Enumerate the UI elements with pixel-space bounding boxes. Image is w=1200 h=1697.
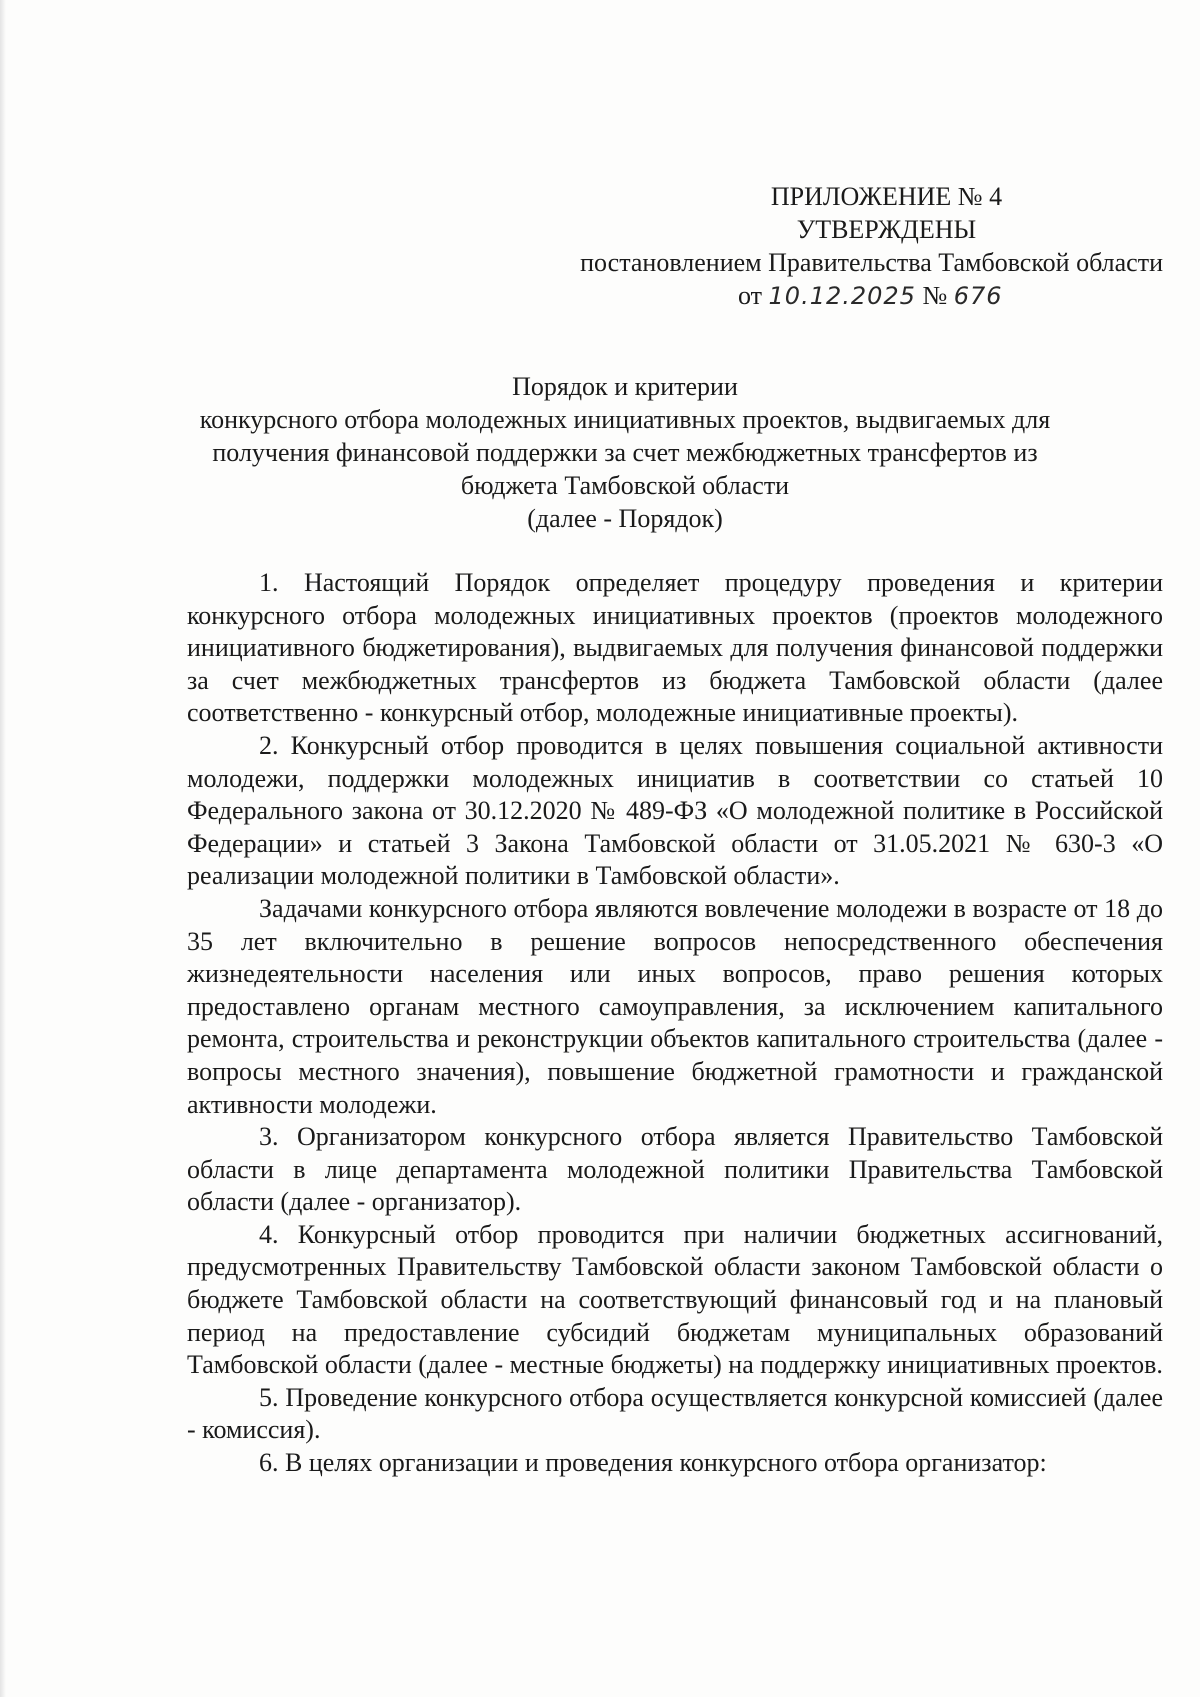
- approval-stamp-block: [520, 180, 1163, 313]
- approved-label: УТВЕРЖДЕНЫ: [796, 215, 977, 244]
- handwritten-date: 10.12.2025: [768, 282, 916, 310]
- paragraph-6: 6. В целях организации и проведения конкурсного отбора организатор:: [259, 1448, 1047, 1478]
- appendix-number: ПРИЛОЖЕНИЕ № 4: [770, 182, 1003, 211]
- handwritten-number: 676: [953, 282, 1003, 310]
- title-line: Порядок и критерии: [512, 372, 738, 401]
- document-body: [187, 567, 1163, 1480]
- paragraph-1: 1. Настоящий Порядок определяет процедуру проведения и критерии конкурсного отбора молодежных инициативных проектов (проектов молодежного инициативного бюджетирования), выдвигаемых для получения финансовой поддержки за счет межбюджетных трансфертов из бюджета Тамбовской области (далее соответственно - конкурсный отбор, молодежные инициативные проекты).: [187, 568, 1163, 728]
- decree-reference: постановлением Правительства Тамбовской области: [580, 248, 1163, 277]
- decree-date-line: [520, 279, 1163, 313]
- title-line: конкурсного отбора молодежных инициативных проектов, выдвигаемых для: [199, 405, 1051, 434]
- number-prefix: №: [922, 281, 948, 310]
- paragraph-2-tasks: Задачами конкурсного отбора являются вовлечение молодежи в возрасте от 18 до 35 лет включительно в решение вопросов непосредственного обеспечения жизнедеятельности населения или иных вопросов, право решения которых предоставлено органам местного самоуправления, за исключением капитального ремонта, строительства и реконструкции объектов капитального строительства (далее - вопросы местного значения), повышение бюджетной грамотности и гражданской активности молодежи.: [187, 893, 1163, 1119]
- scan-edge-shadow: [0, 0, 6, 1697]
- paragraph-2: 2. Конкурсный отбор проводится в целях повышения социальной активности молодежи, поддержки молодежных инициатив в соответствии со статьей 10 Федерального закона от 30.12.2020 № 489-ФЗ «О молодежной политике в Российской Федерации» и статьей 3 Закона Тамбовской области от 31.05.2021 № 630-3 «О реализации молодежной политики в Тамбовской области».: [187, 730, 1163, 891]
- title-line: бюджета Тамбовской области: [460, 471, 790, 500]
- paragraph-4: 4. Конкурсный отбор проводится при наличии бюджетных ассигнований, предусмотренных Правительству Тамбовской области законом Тамбовской области о бюджете Тамбовской области на соответствующий финансовый год и на плановый период на предоставление субсидий бюджетам муниципальных образований Тамбовской области (далее - местные бюджеты) на поддержку инициативных проектов.: [187, 1219, 1163, 1380]
- document-title: [150, 370, 1100, 535]
- date-prefix: от: [738, 281, 763, 310]
- paragraph-3: 3. Организатором конкурсного отбора является Правительство Тамбовской области в лице департамента молодежной политики Правительства Тамбовской области (далее - организатор).: [187, 1122, 1163, 1217]
- paragraph-5: 5. Проведение конкурсного отбора осуществляется конкурсной комиссией (далее - комиссия).: [187, 1382, 1163, 1445]
- title-line: (далее - Порядок): [527, 504, 723, 533]
- title-line: получения финансовой поддержки за счет межбюджетных трансфертов из: [212, 438, 1038, 467]
